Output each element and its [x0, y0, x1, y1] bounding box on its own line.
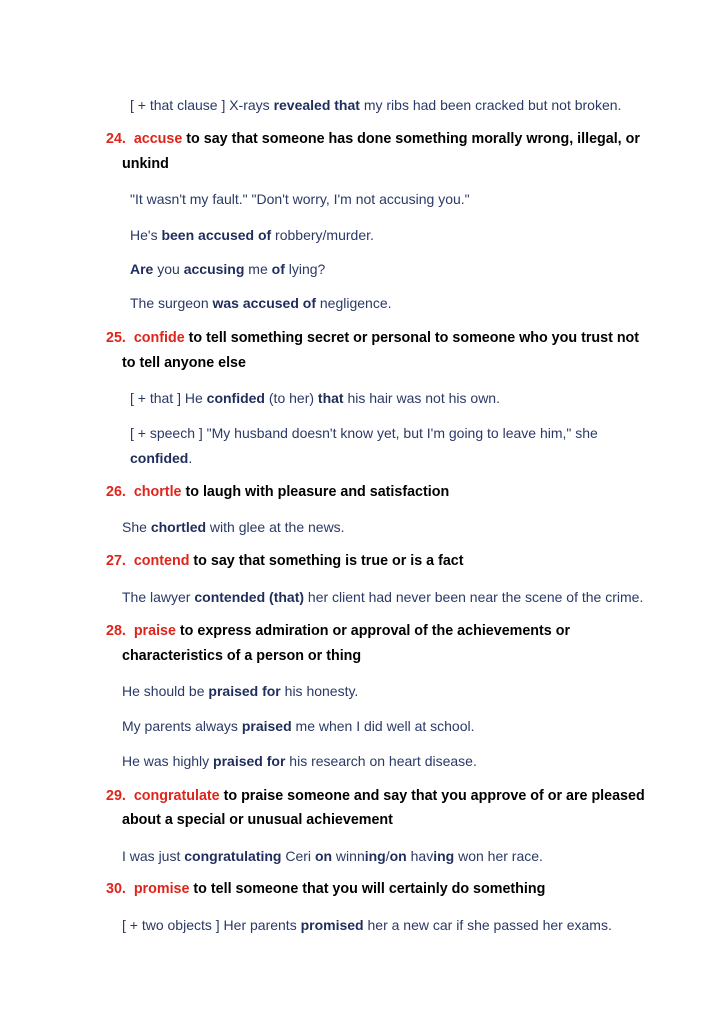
- entry-definition: to express admiration or approval of the achievements or: [175, 623, 571, 639]
- example-line: [130, 425, 598, 442]
- example-text: my ribs had been cracked but not broken.: [359, 97, 622, 113]
- example-line: [130, 97, 621, 114]
- example-keyword: praised: [241, 718, 292, 734]
- example-keyword: ing: [433, 848, 455, 864]
- entry-number: 24.: [106, 131, 126, 147]
- entry-heading: [106, 484, 449, 501]
- example-line: [130, 261, 325, 278]
- example-text: He should be: [122, 683, 209, 699]
- example-text: [ + speech ] "My husband doesn't know yet, but I'm going to leave him," she: [130, 425, 598, 441]
- example-text: The lawyer: [122, 589, 195, 605]
- example-text: me when I did well at school.: [291, 718, 475, 734]
- example-keyword: ing: [364, 848, 386, 864]
- example-text: The surgeon: [130, 295, 213, 311]
- entry-heading: [106, 131, 640, 148]
- example-keyword: praised for: [208, 683, 281, 699]
- entry-heading: [106, 330, 639, 347]
- example-text: "It wasn't my fault." "Don't worry, I'm not accusing you.": [130, 191, 470, 207]
- example-keyword: congratulating: [184, 848, 282, 864]
- entry-definition-continued: about a special or unusual achievement: [122, 812, 393, 828]
- entry-word: promise: [133, 881, 190, 897]
- example-text: /: [385, 848, 390, 864]
- example-text: My parents always: [122, 718, 242, 734]
- example-text: winn: [332, 848, 365, 864]
- example-line: [122, 519, 345, 536]
- entry-definition-continued: unkind: [122, 156, 169, 172]
- example-text: He's: [130, 227, 162, 243]
- example-text: robbery/murder.: [271, 227, 374, 243]
- example-keyword: contended (that): [194, 589, 305, 605]
- example-line: [122, 917, 612, 934]
- example-text: me: [244, 261, 272, 277]
- example-text: She: [122, 519, 151, 535]
- entry-heading: [106, 788, 645, 805]
- example-text: [ + that ] He: [130, 390, 207, 406]
- example-keyword: on: [389, 848, 407, 864]
- entry-number: 28.: [106, 623, 126, 639]
- example-line: [130, 390, 500, 407]
- example-keyword: been accused of: [161, 227, 272, 243]
- entry-definition: to laugh with pleasure and satisfaction: [181, 484, 450, 500]
- example-line: [130, 450, 192, 467]
- example-text: Ceri: [281, 848, 315, 864]
- entry-heading: [106, 623, 570, 640]
- example-text: hav: [406, 848, 434, 864]
- example-keyword: that: [317, 390, 344, 406]
- example-text: [ + that clause ] X-rays: [130, 97, 274, 113]
- example-keyword: promised: [300, 917, 364, 933]
- example-keyword: confided: [206, 390, 265, 406]
- example-line: [122, 718, 475, 735]
- entry-definition: to tell something secret or personal to someone who you trust not: [184, 330, 640, 346]
- example-line: [122, 683, 358, 700]
- entry-word: congratulate: [133, 788, 220, 804]
- example-text: his honesty.: [280, 683, 359, 699]
- entry-word: confide: [133, 330, 185, 346]
- entry-definition: to say that someone has done something morally wrong, illegal, or: [182, 131, 640, 147]
- example-line: [122, 753, 477, 770]
- example-text: lying?: [284, 261, 326, 277]
- example-text: you: [153, 261, 184, 277]
- example-text: I was just: [122, 848, 185, 864]
- entry-word: contend: [133, 553, 190, 569]
- example-text: (to her): [265, 390, 318, 406]
- entry-number: 30.: [106, 881, 126, 897]
- example-text: with glee at the news.: [206, 519, 345, 535]
- example-line: [130, 191, 470, 208]
- entry-number: 29.: [106, 788, 126, 804]
- entry-number: 27.: [106, 553, 126, 569]
- example-line: [130, 227, 374, 244]
- example-keyword: of: [271, 261, 285, 277]
- example-line: [122, 589, 643, 606]
- example-text: [ + two objects ] Her parents: [122, 917, 301, 933]
- entry-number: 25.: [106, 330, 126, 346]
- example-text: He was highly: [122, 753, 214, 769]
- example-text: his hair was not his own.: [343, 390, 500, 406]
- entry-heading: [106, 881, 545, 898]
- example-text: .: [188, 450, 193, 466]
- entry-word: chortle: [133, 484, 182, 500]
- example-text: negligence.: [316, 295, 392, 311]
- entry-definition-continued: characteristics of a person or thing: [122, 648, 362, 664]
- example-keyword: on: [314, 848, 333, 864]
- example-keyword: Are: [130, 261, 154, 277]
- entry-word: accuse: [133, 131, 183, 147]
- entry-definition: to say that something is true or is a fact: [189, 553, 464, 569]
- entry-number: 26.: [106, 484, 126, 500]
- entry-heading: [106, 553, 464, 570]
- example-line: [122, 848, 543, 865]
- example-keyword: praised for: [213, 753, 286, 769]
- example-keyword: revealed that: [273, 97, 360, 113]
- example-text: won her race.: [454, 848, 543, 864]
- example-text: his research on heart disease.: [285, 753, 477, 769]
- entry-definition: to praise someone and say that you approve of or are pleased: [219, 788, 645, 804]
- entry-definition-continued: to tell anyone else: [122, 355, 246, 371]
- example-text: her client had never been near the scene of the crime.: [304, 589, 644, 605]
- entry-definition: to tell someone that you will certainly do something: [189, 881, 546, 897]
- example-keyword: confided: [130, 450, 189, 466]
- example-keyword: was accused of: [212, 295, 316, 311]
- example-keyword: chortled: [150, 519, 207, 535]
- example-keyword: accusing: [183, 261, 245, 277]
- example-text: her a new car if she passed her exams.: [363, 917, 612, 933]
- example-line: [130, 295, 392, 312]
- entry-word: praise: [133, 623, 176, 639]
